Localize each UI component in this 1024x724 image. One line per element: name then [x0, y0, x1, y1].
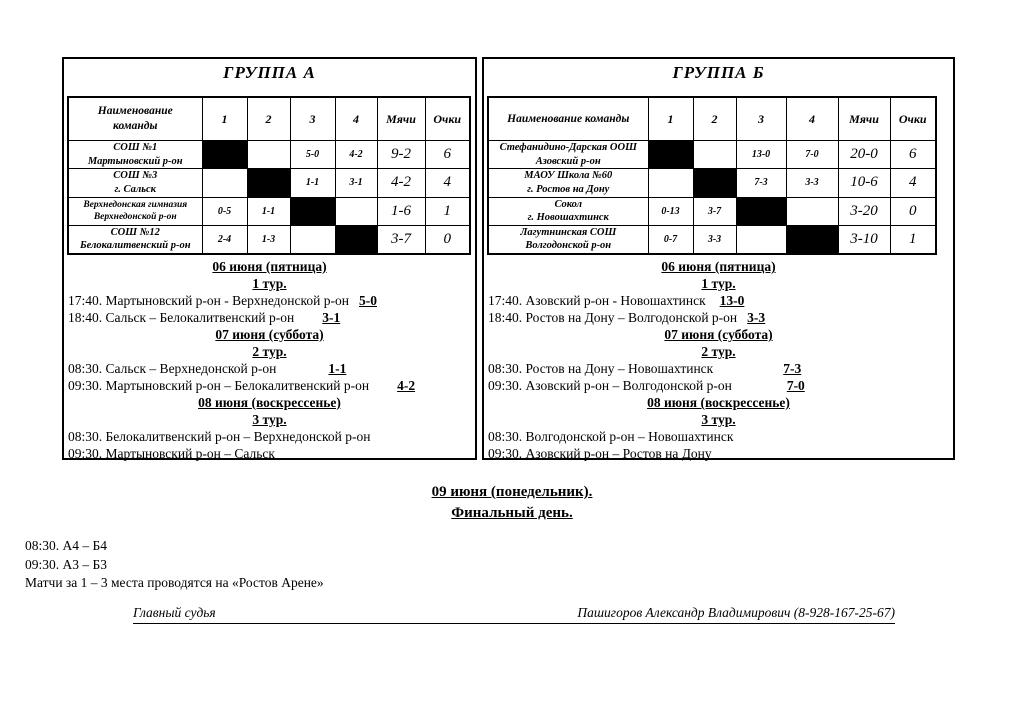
- team-name-cell: Стефанидино-Дарская ООШ Азовский р-он: [488, 141, 648, 169]
- judge-name: Пашигоров Александр Владимирович (8-928-167-25-67): [577, 605, 895, 620]
- goals-cell: 3-20: [838, 197, 890, 225]
- self-game-cell: [693, 169, 736, 197]
- score-cell: 2-4: [202, 225, 247, 254]
- final-match-line: 09:30. А3 – Б3: [25, 556, 108, 572]
- team-name-cell: СОШ №3 г. Сальск: [68, 169, 202, 197]
- match-score: 1-1: [328, 360, 347, 376]
- table-row: [68, 169, 470, 197]
- col-header-3: 3: [736, 97, 786, 141]
- points-cell: 1: [890, 225, 936, 254]
- match-line: 18:40. Сальск – Белокалитвенский р-он 3-1: [68, 309, 341, 325]
- table-header-row: [488, 97, 936, 141]
- self-game-cell: [202, 141, 247, 169]
- venue-note: Матчи за 1 – 3 места проводятся на «Ростов Арене»: [25, 575, 324, 590]
- score-cell: [648, 169, 693, 197]
- points-cell: 0: [425, 225, 470, 254]
- group-a-panel: [62, 57, 477, 460]
- match-line: 09:30. Мартыновский р-он – Сальск: [68, 445, 275, 461]
- score-cell: [786, 197, 838, 225]
- judge-label: Главный судья: [133, 605, 216, 620]
- day-header: 06 июня (пятница): [212, 258, 327, 274]
- round-header: 2 тур.: [701, 344, 736, 360]
- score-cell: 0-7: [648, 225, 693, 254]
- final-day-heading: [0, 482, 1024, 524]
- name-header-cell: Наименование команды: [488, 97, 648, 141]
- match-line: 08:30. Ростов на Дону – Новошахтинск 7-3: [488, 361, 802, 377]
- match-line: 09:30. Азовский р-он – Волгодонской р-он 7-0: [488, 378, 805, 394]
- score-cell: 7-0: [786, 141, 838, 169]
- table-row: [68, 225, 470, 254]
- match-score: 5-0: [358, 292, 377, 308]
- group-b-schedule: [484, 258, 953, 462]
- score-cell: 5-0: [290, 141, 335, 169]
- table-row: [488, 169, 936, 197]
- group-a-title: ГРУППА А: [223, 63, 316, 82]
- score-cell: 1-1: [247, 197, 290, 225]
- score-cell: 1-3: [247, 225, 290, 254]
- table-row: [488, 141, 936, 169]
- score-cell: [290, 225, 335, 254]
- table-row: [488, 225, 936, 254]
- match-score: 13-0: [719, 293, 745, 309]
- points-header-cell: Очки: [425, 97, 470, 141]
- score-cell: [335, 197, 377, 225]
- score-cell: 3-7: [693, 197, 736, 225]
- goals-cell: 20-0: [838, 141, 890, 169]
- final-day-matches: [25, 537, 324, 593]
- round-header: 3 тур.: [252, 411, 287, 427]
- score-cell: 4-2: [335, 141, 377, 169]
- score-cell: [693, 141, 736, 169]
- goals-cell: 9-2: [377, 141, 425, 169]
- team-name-cell: СОШ №1 Мартыновский р-он: [68, 141, 202, 169]
- group-b-panel: [482, 57, 955, 460]
- final-match-line: 08:30. А4 – Б4: [25, 538, 108, 553]
- match-score: 7-0: [786, 378, 805, 394]
- match-line: 09:30. Азовский р-он – Ростов на Дону: [488, 446, 712, 462]
- team-name-cell: Верхнедонская гимназия Верхнедонской р-он: [68, 197, 202, 225]
- table-header-row: [68, 97, 470, 141]
- col-header-2: 2: [247, 97, 290, 141]
- day-header: 07 июня (суббота): [664, 327, 773, 343]
- score-cell: 3-3: [693, 225, 736, 254]
- self-game-cell: [648, 141, 693, 169]
- match-line: 08:30. Сальск – Верхнедонской р-он 1-1: [68, 360, 347, 376]
- name-header-cell: Наименование команды: [68, 97, 202, 141]
- day-header: 08 июня (воскрессенье): [198, 394, 341, 410]
- self-game-cell: [247, 169, 290, 197]
- match-score: 4-2: [397, 377, 416, 393]
- points-header-cell: Очки: [890, 97, 936, 141]
- match-line: 08:30. Волгодонской р-он – Новошахтинск: [488, 429, 734, 445]
- team-name-cell: СОШ №12 Белокалитвенский р-он: [68, 225, 202, 254]
- col-header-4: 4: [335, 97, 377, 141]
- round-header: 1 тур.: [252, 275, 287, 291]
- score-cell: 3-3: [786, 169, 838, 197]
- goals-cell: 1-6: [377, 197, 425, 225]
- team-name-cell: Сокол г. Новошахтинск: [488, 197, 648, 225]
- score-cell: 0-13: [648, 197, 693, 225]
- col-header-1: 1: [648, 97, 693, 141]
- match-score: 3-1: [322, 309, 341, 325]
- self-game-cell: [736, 197, 786, 225]
- match-line: 18:40. Ростов на Дону – Волгодонской р-он 3-3: [488, 310, 766, 326]
- match-line: 17:40. Азовский р-он - Новошахтинск 13-0: [488, 293, 745, 309]
- round-header: 2 тур.: [252, 343, 287, 359]
- points-cell: 1: [425, 197, 470, 225]
- table-row: [68, 141, 470, 169]
- col-header-3: 3: [290, 97, 335, 141]
- score-cell: 3-1: [335, 169, 377, 197]
- score-cell: [202, 169, 247, 197]
- self-game-cell: [290, 197, 335, 225]
- score-cell: 1-1: [290, 169, 335, 197]
- round-header: 1 тур.: [701, 276, 736, 292]
- goals-header-cell: Мячи: [377, 97, 425, 141]
- points-cell: 6: [425, 141, 470, 169]
- group-a-schedule: [64, 258, 475, 462]
- score-cell: [736, 225, 786, 254]
- day-header: 06 июня (пятница): [661, 259, 776, 275]
- score-cell: 0-5: [202, 197, 247, 225]
- team-name-cell: Лагутнинская СОШ Волгодонской р-он: [488, 225, 648, 254]
- goals-header-cell: Мячи: [838, 97, 890, 141]
- points-cell: 6: [890, 141, 936, 169]
- round-header: 3 тур.: [701, 412, 736, 428]
- team-name-cell: МАОУ Школа №60 г. Ростов на Дону: [488, 169, 648, 197]
- match-line: 09:30. Мартыновский р-он – Белокалитвенский р-он 4-2: [68, 377, 416, 393]
- goals-cell: 10-6: [838, 169, 890, 197]
- match-line: 17:40. Мартыновский р-он - Верхнедонской р-он 5-0: [68, 292, 377, 308]
- match-score: 7-3: [783, 361, 802, 377]
- group-b-standings-table: [487, 96, 937, 255]
- final-day-label: Финальный день.: [451, 505, 573, 521]
- match-line: 08:30. Белокалитвенский р-он – Верхнедонской р-он: [68, 428, 371, 444]
- footer-signature-line: [133, 605, 895, 624]
- match-score: 3-3: [747, 310, 766, 326]
- goals-cell: 4-2: [377, 169, 425, 197]
- points-cell: 4: [425, 169, 470, 197]
- score-cell: 13-0: [736, 141, 786, 169]
- col-header-4: 4: [786, 97, 838, 141]
- table-row: [68, 197, 470, 225]
- self-game-cell: [786, 225, 838, 254]
- goals-cell: 3-7: [377, 225, 425, 254]
- day-header: 08 июня (воскрессенье): [647, 395, 790, 411]
- group-a-standings-table: [67, 96, 471, 255]
- points-cell: 4: [890, 169, 936, 197]
- goals-cell: 3-10: [838, 225, 890, 254]
- final-day-date: 09 июня (понедельник).: [431, 484, 593, 500]
- col-header-1: 1: [202, 97, 247, 141]
- score-cell: 7-3: [736, 169, 786, 197]
- self-game-cell: [335, 225, 377, 254]
- points-cell: 0: [890, 197, 936, 225]
- col-header-2: 2: [693, 97, 736, 141]
- score-cell: [247, 141, 290, 169]
- group-b-title: ГРУППА Б: [672, 63, 765, 82]
- day-header: 07 июня (суббота): [215, 326, 324, 342]
- table-row: [488, 197, 936, 225]
